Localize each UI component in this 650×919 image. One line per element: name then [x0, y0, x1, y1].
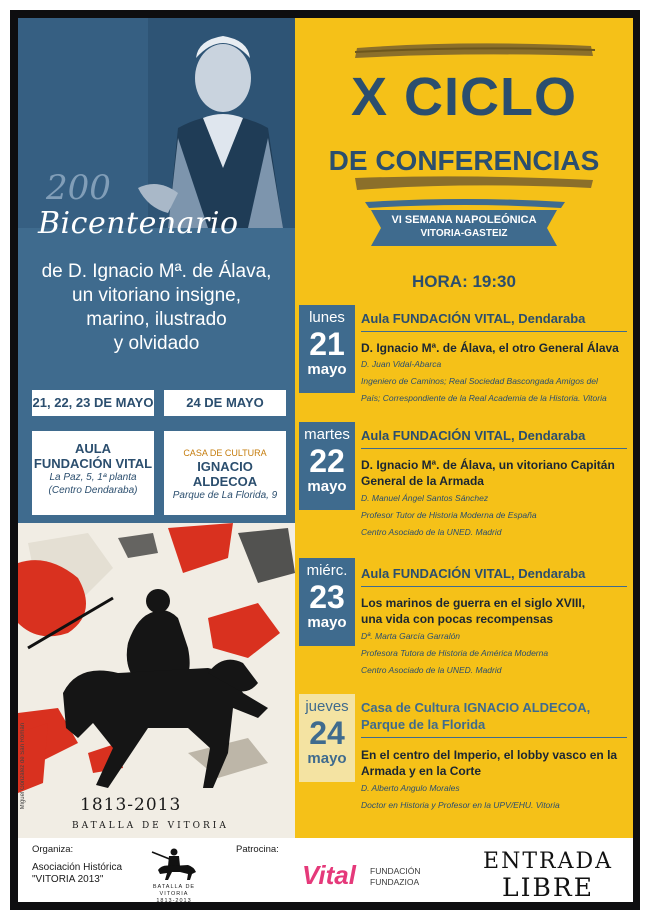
event-location: Parque de la Florida — [361, 717, 486, 732]
month-name: mayo — [307, 361, 347, 378]
description-line: y olvidado — [113, 333, 200, 354]
venue-aula-vital — [32, 431, 154, 515]
event-speaker: D. Alberto Angulo Morales — [361, 783, 460, 793]
venue-area: (Centro Dendaraba) — [48, 485, 138, 496]
organizer-name — [32, 862, 122, 886]
honoree-description — [18, 260, 295, 356]
artwork-caption: BATALLA DE VITORIA — [72, 821, 229, 831]
sponsor-line: FUNDACIÓN — [370, 866, 421, 876]
title-banner-bottom-stripe — [295, 174, 633, 194]
speaker-detail: País; Correspondiente de la Real Academia de la Historia. Vitoria — [361, 393, 607, 403]
date-box-24 — [299, 694, 355, 782]
day-number: 21 — [309, 326, 345, 362]
event-title: General de la Armada — [361, 474, 484, 488]
description-line: de D. Ignacio Mª. de Álava, — [41, 261, 272, 282]
event-speaker: D. Manuel Ángel Santos Sánchez — [361, 493, 489, 503]
organizer-logo — [150, 846, 200, 882]
speaker-detail: Doctor en Historia y Profesor en la UPV/EHU. Vitoria — [361, 800, 560, 810]
day-name: martes — [304, 426, 350, 443]
logo-caption-line: BATALLA DE VITORIA — [152, 884, 196, 897]
patrocina-label: Patrocina: — [236, 844, 279, 855]
artist-credit: Miguel González de San Román — [20, 723, 26, 810]
dates-badge-21-23: 21, 22, 23 DE MAYO — [32, 390, 154, 416]
free-entry-line: ENTRADA — [483, 849, 613, 874]
left-panel — [18, 18, 295, 523]
venue-type: CASA DE CULTURA — [183, 448, 267, 458]
speaker-detail: Centro Asociado de la UNED. Madrid — [361, 665, 502, 675]
venue-address: La Paz, 5, 1ª planta — [49, 472, 137, 483]
event-time: HORA: 19:30 — [412, 272, 516, 291]
sponsor-logo-vital: Vital — [302, 860, 356, 890]
event-location: Casa de Cultura IGNACIO ALDECOA, — [361, 700, 591, 715]
description-line: marino, ilustrado — [86, 309, 227, 330]
right-panel — [295, 18, 633, 838]
speaker-detail: Profesora Tutora de Historia de América Moderna — [361, 648, 549, 658]
ribbon-line1: VI SEMANA NAPOLEÓNICA — [391, 214, 537, 226]
horseman-illustration — [18, 523, 295, 838]
dates-badge-24: 24 DE MAYO — [164, 390, 286, 416]
month-name: mayo — [307, 478, 347, 495]
artwork-years: 1813-2013 — [80, 795, 182, 815]
poster — [10, 10, 640, 910]
sponsor-name — [370, 866, 421, 888]
organiza-label: Organiza: — [32, 844, 74, 855]
battle-artwork — [18, 523, 295, 838]
speaker-detail: Centro Asociado de la UNED. Madrid — [361, 527, 502, 537]
venue-title: IGNACIO ALDECOA — [192, 459, 258, 489]
speaker-detail: Ingeniero de Caminos; Real Sociedad Bascongada Amigos del — [361, 376, 598, 386]
date-box-22 — [299, 422, 355, 510]
divider — [361, 448, 627, 449]
event-title: D. Ignacio Mª. de Álava, un vitoriano Capitán — [361, 458, 615, 472]
event-speaker: Dª. Marta García Garralón — [361, 631, 461, 641]
free-entry-line: LIBRE — [502, 873, 594, 902]
venue-title: AULA — [74, 441, 112, 456]
venue-casa-cultura — [164, 431, 286, 515]
event-location: Aula FUNDACIÓN VITAL, Dendaraba — [361, 311, 586, 326]
day-number: 24 — [309, 715, 345, 751]
title-banner-top-stripe — [295, 40, 633, 70]
organizer-logo-caption — [144, 884, 204, 905]
day-name: miérc. — [306, 562, 348, 579]
logo-caption-line: 1813-2013 — [156, 898, 192, 904]
venue-title: FUNDACIÓN VITAL — [33, 456, 153, 471]
month-name: mayo — [307, 614, 347, 631]
ribbon-line2: VITORIA-GASTEIZ — [420, 228, 508, 239]
day-name: jueves — [305, 698, 349, 715]
bicentenario-title: Bicentenario — [38, 206, 239, 241]
divider — [361, 331, 627, 332]
event-title: D. Ignacio Mª. de Álava, el otro General Álava — [361, 341, 619, 355]
day-number: 23 — [309, 579, 345, 615]
speaker-detail: Profesor Tutor de Historia Moderna de España — [361, 510, 537, 520]
organizer-line: "VITORIA 2013" — [32, 874, 104, 885]
divider — [361, 586, 627, 587]
event-title: En el centro del Imperio, el lobby vasco en la — [361, 748, 618, 762]
organizer-line: Asociación Histórica — [32, 862, 123, 873]
day-name: lunes — [309, 309, 345, 326]
day-number: 22 — [309, 443, 345, 479]
month-name: mayo — [307, 750, 347, 767]
date-box-21 — [299, 305, 355, 393]
divider — [361, 737, 627, 738]
venue-address: Parque de La Florida, 9 — [172, 490, 278, 501]
footer — [18, 838, 633, 902]
event-speaker: D. Juan Vidal-Abarca — [361, 359, 442, 369]
cycle-title: X CICLO — [350, 67, 577, 127]
date-box-23 — [299, 558, 355, 646]
bicentenario-number: 200 — [46, 168, 111, 208]
event-title: Los marinos de guerra en el siglo XVIII, — [361, 596, 586, 610]
sponsor-line: FUNDAZIOA — [370, 877, 420, 887]
event-title: Armada y en la Corte — [361, 764, 482, 778]
cycle-subtitle: DE CONFERENCIAS — [328, 145, 600, 176]
description-line: un vitoriano insigne, — [72, 285, 241, 306]
free-entry-notice — [473, 850, 623, 901]
event-title: una vida con pocas recompensas — [361, 612, 554, 626]
event-location: Aula FUNDACIÓN VITAL, Dendaraba — [361, 566, 586, 581]
event-location: Aula FUNDACIÓN VITAL, Dendaraba — [361, 428, 586, 443]
